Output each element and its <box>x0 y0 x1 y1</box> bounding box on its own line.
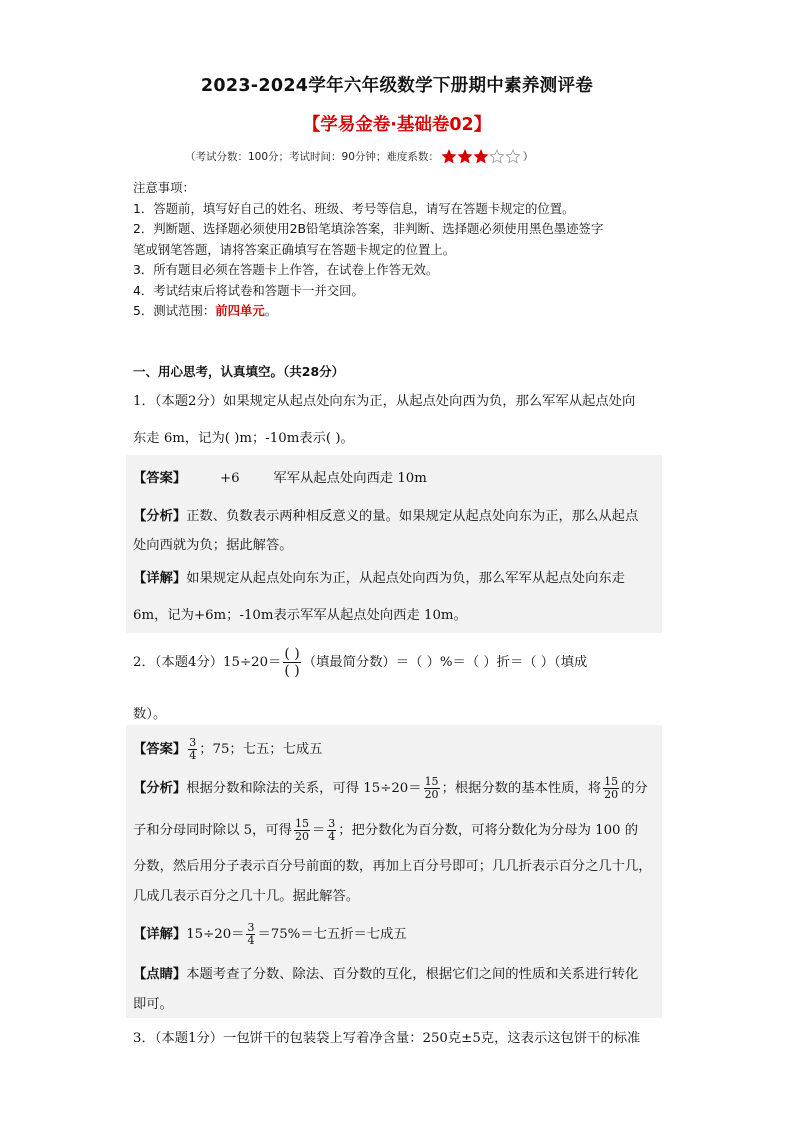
q1-analysis-2: 处向西就为负；据此解答。 <box>133 538 293 553</box>
q2-blank-fraction <box>283 646 300 679</box>
q2-detail-prefix: 15÷20＝ <box>186 927 245 942</box>
analysis-tag: 【分析】 <box>133 509 187 524</box>
fraction-numerator: 3 <box>328 817 336 830</box>
q1-answer-text: +6 军军从起点处向西走 10m <box>186 471 427 486</box>
q2-analysis-text-1c: 的分 <box>621 781 648 796</box>
point-tag: 【点睛】 <box>133 967 187 982</box>
q1-answer <box>133 467 427 486</box>
detail-tag: 【详解】 <box>133 571 187 586</box>
q2-detail <box>133 922 407 947</box>
q1-detail-1 <box>133 567 625 586</box>
q2-analysis-text-1b: ；根据分数的基本性质，将 <box>441 781 602 796</box>
q2-analysis-text-1a: 根据分数和除法的关系，可得 15÷20＝ <box>186 781 422 796</box>
q2-line-1 <box>133 646 587 679</box>
answer-tag: 【答案】 <box>133 742 187 757</box>
q2-suffix: （填最简分数）＝（ ）%＝（ ）折＝（ ）（填成 <box>302 655 588 670</box>
q2-analysis-4: 几成几表示百分之几十几。据此解答。 <box>133 889 360 904</box>
q2-analysis-3: 分数，然后用分子表示百分号前面的数，再加上百分号即可；几几折表示百分之几十几， <box>133 859 652 874</box>
notes-item-3: 3．所有题目必须在答题卡上作答，在试卷上作答无效。 <box>133 262 439 277</box>
fraction-numerator: ( ) <box>284 646 300 662</box>
notes <box>133 178 673 322</box>
equals-sign: ＝ <box>311 823 326 838</box>
fraction-denominator: 4 <box>189 749 197 762</box>
notes-item-2b: 笔或钢笔答题，请将答案正确填写在答题卡规定的位置上。 <box>133 241 456 257</box>
meta-close: ） <box>522 151 534 163</box>
notes-item-4: 4．考试结束后将试卷和答题卡一并交回。 <box>133 282 364 298</box>
notes-item-1: 1．答题前，填写好自己的姓名、班级、考号等信息，请写在答题卡规定的位置。 <box>133 200 575 216</box>
q2-analysis-text-2a: 子和分母同时除以 5，可得 <box>133 823 292 838</box>
fraction-denominator: 20 <box>604 788 619 801</box>
notes-item-2a: 2．判断题、选择题必须使用2B铅笔填涂答案，非判断、选择题必须使用黑色墨迹签字 <box>133 221 604 236</box>
answer-tag: 【答案】 <box>133 471 187 486</box>
q2-analysis-2 <box>133 818 638 843</box>
fraction-denominator: 4 <box>247 934 255 947</box>
exam-title: 2023-2024学年六年级数学下册期中素养测评卷 <box>200 76 594 96</box>
star-filled-icon <box>473 149 489 164</box>
q2-analysis-text-2b: ；把分数化为百分数，可将分数化为分母为 100 的 <box>338 823 639 838</box>
q1-detail-2: 6m，记为+6m；-10m表示军军从起点处向西走 10m。 <box>133 608 467 623</box>
fraction-numerator: 15 <box>604 775 619 788</box>
fraction <box>603 776 619 801</box>
fraction <box>246 922 255 947</box>
difficulty-stars <box>441 149 521 164</box>
fraction-numerator: 15 <box>424 775 439 788</box>
fraction-numerator: 3 <box>189 736 197 749</box>
meta-text: （考试分数：100分；考试时间：90分钟；难度系数： <box>185 151 439 163</box>
detail-tag: 【详解】 <box>133 927 187 942</box>
q2-detail-suffix: ＝75%＝七五折＝七成五 <box>257 927 407 942</box>
q2-answer-rest: ；75；七五；七成五 <box>199 742 323 757</box>
fraction-numerator: 15 <box>294 817 309 830</box>
q2-answer-fraction <box>188 737 197 762</box>
q1-analysis-text-1: 正数、负数表示两种相反意义的量。如果规定从起点处向东为正，那么从起点 <box>186 509 639 524</box>
q1-detail-text-1: 如果规定从起点处向东为正，从起点处向西为负，那么军军从起点处向东走 <box>186 571 625 586</box>
q2-point-text-1: 本题考查了分数、除法、百分数的互化，根据它们之间的性质和关系进行转化 <box>186 967 639 982</box>
analysis-tag: 【分析】 <box>133 781 187 796</box>
q2-point-2: 即可。 <box>133 997 173 1012</box>
notes-heading: 注意事项： <box>133 180 195 195</box>
fraction-numerator: 3 <box>247 921 255 934</box>
q1-analysis-1 <box>133 505 638 524</box>
exam-meta <box>185 149 533 164</box>
star-filled-icon <box>457 149 473 164</box>
star-empty-icon <box>489 149 505 164</box>
q3-line-1: 3．（本题1分）一包饼干的包装袋上写着净含量：250克±5克，这表示这包饼干的标准 <box>133 1031 641 1046</box>
fraction-denominator: 4 <box>328 830 336 843</box>
fraction <box>327 818 336 843</box>
test-range: 前四单元 <box>215 303 265 318</box>
notes-item-5 <box>133 301 673 322</box>
fraction-denominator: ( ) <box>284 663 300 679</box>
notes-item-5-prefix: 5．测试范围： <box>133 303 216 318</box>
section-1-title: 一、用心思考，认真填空。（共28分） <box>133 364 345 379</box>
fraction <box>294 818 310 843</box>
fraction-denominator: 20 <box>294 830 309 843</box>
exam-subtitle: 【学易金卷·基础卷02】 <box>302 115 492 135</box>
q2-answer <box>133 737 322 762</box>
fraction-denominator: 20 <box>424 788 439 801</box>
star-empty-icon <box>505 149 521 164</box>
q2-prefix: 2．（本题4分）15÷20＝ <box>133 655 282 670</box>
star-filled-icon <box>441 149 457 164</box>
q1-line-2: 东走 6m，记为( )m；-10m表示( )。 <box>133 431 354 446</box>
notes-item-5-suffix: 。 <box>264 303 278 318</box>
q2-analysis-1 <box>133 776 648 801</box>
fraction <box>424 776 440 801</box>
q2-line-2: 数）。 <box>133 707 167 722</box>
q2-point-1 <box>133 963 638 982</box>
q1-line-1: 1．（本题2分）如果规定从起点处向东为正，从起点处向西为负，那么军军从起点处向 <box>133 394 636 409</box>
